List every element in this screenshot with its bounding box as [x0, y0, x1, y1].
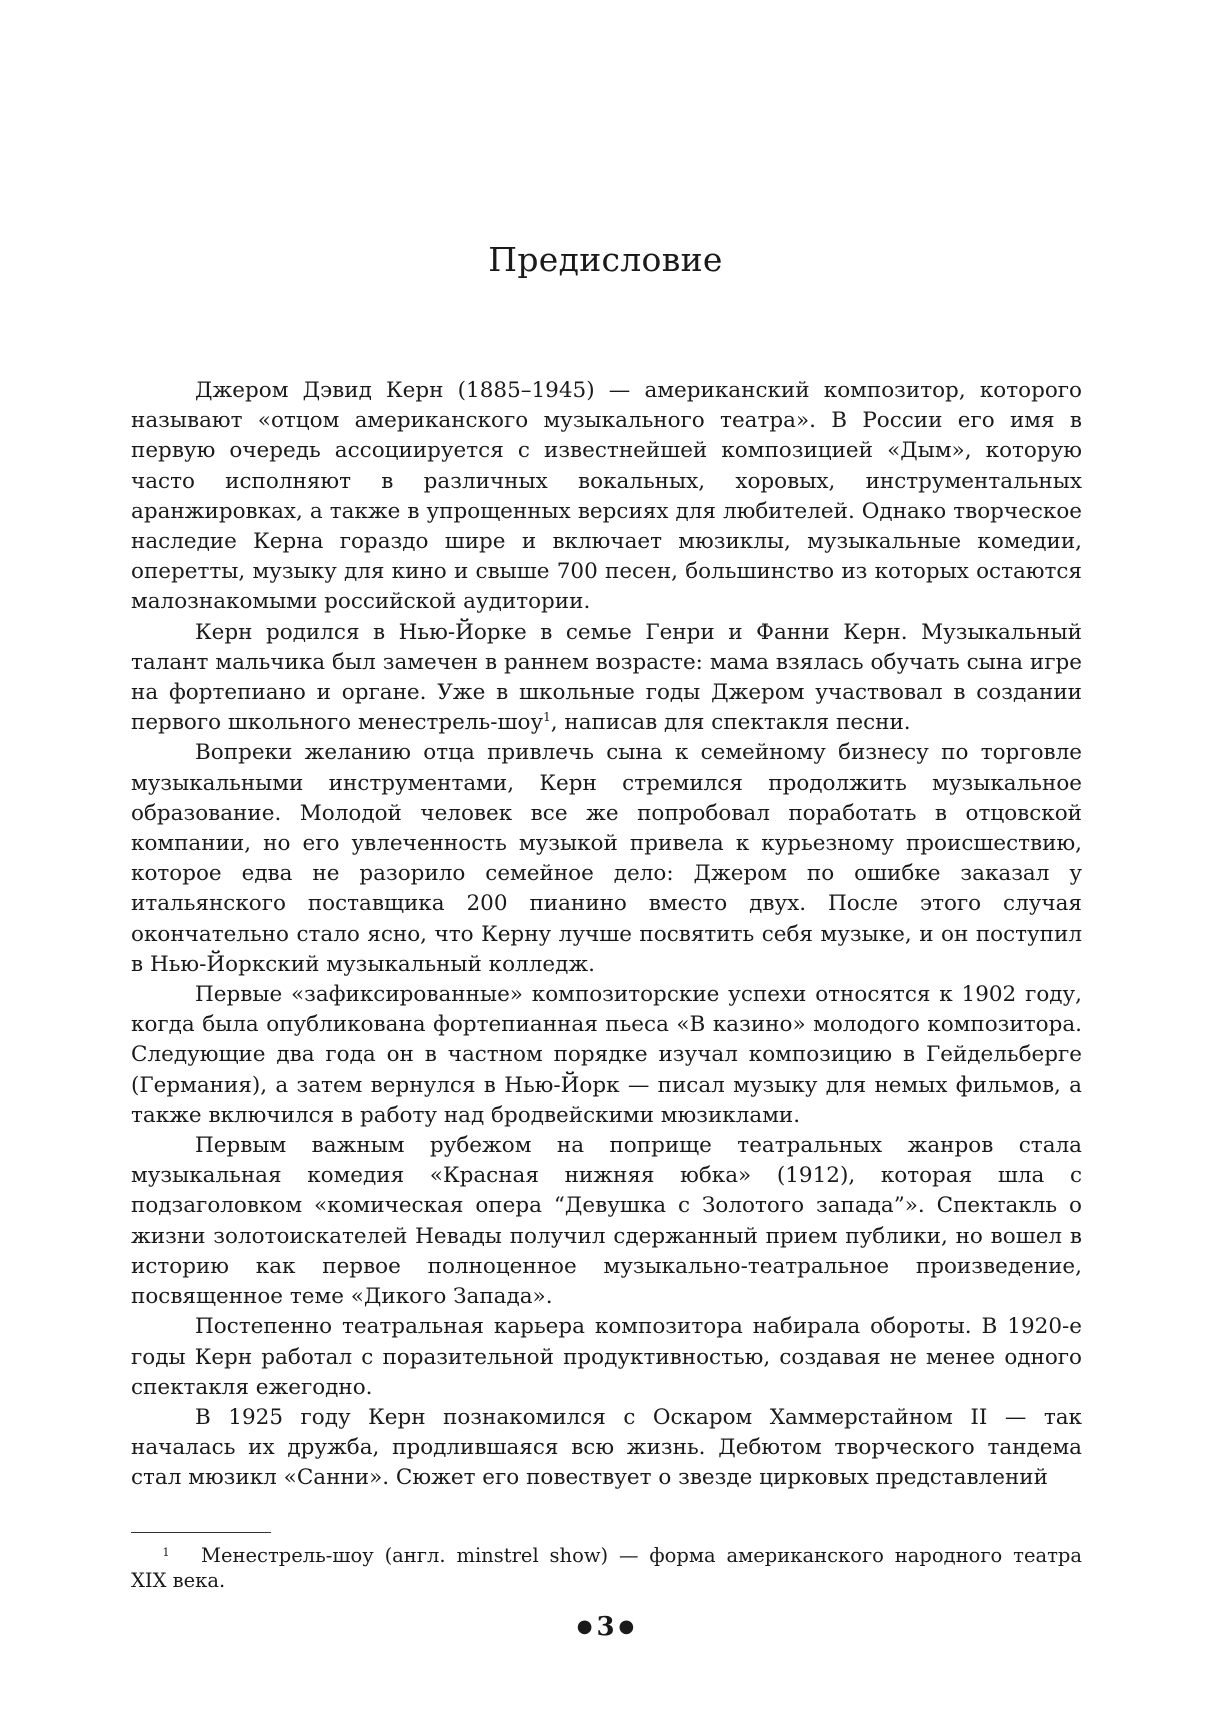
paragraph-1: Джером Дэвид Керн (1885–1945) — американский композитор, которого называют «отцом американского музыкального театра». В России его имя в первую очередь ассоциируется с известнейшей композицией «Дым», которую часто исполняют в различных вокальных, хоровых, инструментальных аранжировках, а также в упрощенных версиях для любителей. Однако творческое наследие Керна гораздо шире и включает мюзиклы, музыкальные комедии, оперетты, музыку для кино и свыше 700 песен, большинство из которых остаются малознакомыми российской аудитории.	[131, 378, 1082, 615]
page-number	[0, 1612, 1211, 1642]
main-text	[131, 376, 1082, 1494]
paragraph-5: Первым важным рубежом на поприще театральных жанров стала музыкальная комедия «Красная нижняя юбка» (1912), которая шла с подзаголовком «комическая опера “Девушка с Золотого запада”». Спектакль о жизни золотоискателей Невады получил сдержанный прием публики, но вошел в историю как первое полноценное музыкально-театральное произведение, посвященное теме «Дикого Запада».	[131, 1133, 1082, 1310]
paragraph-3: Вопреки желанию отца привлечь сына к семейному бизнесу по торговле музыкальными инструментами, Керн стремился продолжить музыкальное образование. Молодой человек все же попробовал поработать в отцовской компании, но его увлеченность музыкой привела к курьезному происшествию, которое едва не разорило семейное дело: Джером по ошибке заказал у итальянского поставщика 200 пианино вместо двух. После этого случая окончательно стало ясно, что Керну лучше посвятить себя музыке, и он поступил в Нью-Йоркский музыкальный колледж.	[131, 740, 1082, 977]
footnote-text: Менестрель-шоу (англ. minstrel show) — форма американского народного театра XIX века.	[131, 1544, 1082, 1592]
footnote	[131, 1540, 1082, 1593]
footnote-mark: 1	[162, 1546, 170, 1559]
bullet-left: ●	[576, 1616, 593, 1637]
footnote-divider	[131, 1532, 271, 1533]
bullet-right: ●	[618, 1616, 635, 1637]
paragraph-6: Постепенно театральная карьера композитора набирала обороты. В 1920-е годы Керн работал с поразительной продуктивностью, создавая не менее одного спектакля ежегодно.	[131, 1314, 1082, 1400]
footnote-reference[interactable]: 1	[543, 710, 551, 725]
paragraph-2-text: Керн родился в Нью-Йорке в семье Генри и Фанни Керн. Музыкальный талант мальчика был замечен в раннем возрасте: мама взялась обучать сына игре на фортепиано и органе. Уже в школьные годы Джером участвовал в создании первого школьного менестрель-шоу	[131, 619, 1082, 736]
page-number-value: 3	[596, 1612, 615, 1642]
page-title: Предисловие	[488, 240, 723, 279]
paragraph-2	[131, 618, 1082, 739]
paragraph-4: Первые «зафиксированные» композиторские успехи относятся к 1902 году, когда была опубликована фортепианная пьеса «В казино» молодого композитора. Следующие два года он в частном порядке изучал композицию в Гейдельберге (Германия), а затем вернулся в Нью-Йорк — писал музыку для немых фильмов, а также включился в работу над бродвейскими мюзиклами.	[131, 982, 1082, 1128]
paragraph-7: В 1925 году Керн познакомился с Оскаром Хаммерстайном II — так началась их дружба, продлившаяся всю жизнь. Дебютом творческого тандема стал мюзикл «Санни». Сюжет его повествует о звезде цирковых представлений	[131, 1404, 1082, 1491]
paragraph-2-text-end: , написав для спектакля песни.	[550, 710, 911, 736]
